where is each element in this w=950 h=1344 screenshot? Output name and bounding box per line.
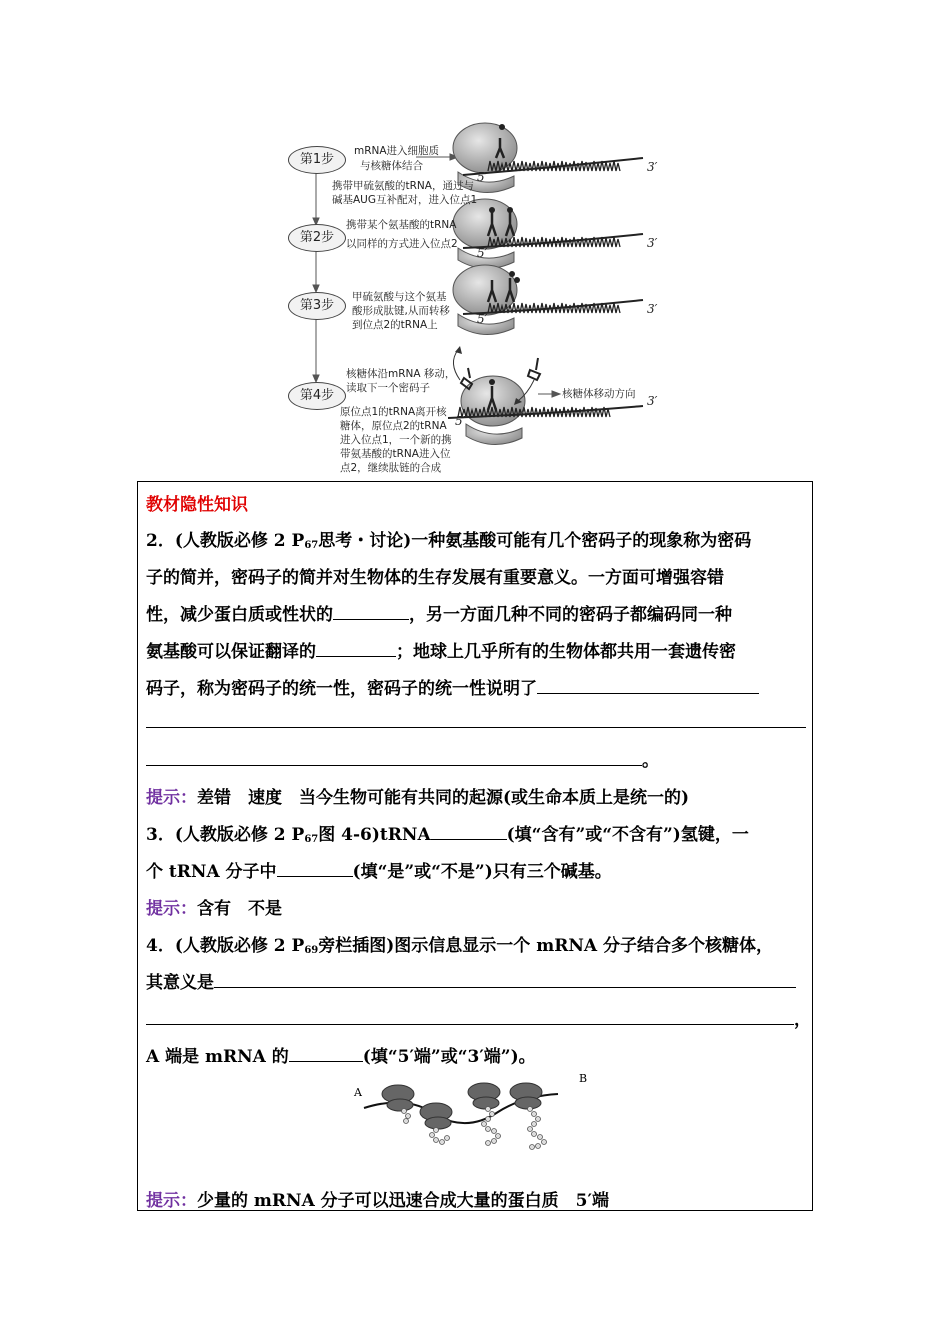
q2-l1-sub: 67 [304, 540, 319, 551]
q2-l7-end: 。 [642, 751, 659, 771]
q2-l1: 2．(人教版必修 2 P [146, 531, 305, 551]
q2-l3b: ，另一方面几种不同的密码子都编码同一种 [409, 605, 732, 625]
hint-4-text: 少量的 mRNA 分子可以迅速合成大量的蛋白质 5′端 [197, 1191, 609, 1211]
end-5-step3: 5′ [477, 312, 488, 326]
flow-arrows [313, 173, 319, 382]
q4-a: 4．(人教版必修 2 P [146, 936, 305, 956]
note-4b: 酸形成肽键,从而转移 [352, 305, 450, 317]
q2-answer-line-6[interactable] [146, 727, 806, 728]
note-6c: 进入位点1，一个新的携 [340, 434, 452, 446]
end-3-step2: 3′ [647, 236, 658, 250]
end-3-step1: 3′ [647, 160, 658, 174]
note-2b: 碱基AUG互补配对，进入位点1 [332, 194, 478, 206]
note-1a: mRNA进入细胞质 [354, 145, 440, 157]
q2-blank-4[interactable] [146, 750, 642, 766]
end-3-step3: 3′ [647, 302, 658, 316]
end-3-step4: 3′ [647, 394, 658, 408]
q4-d-end: ， [794, 1010, 811, 1030]
q2-l1-b: 思考・讨论)一种氨基酸可能有几个密码子的现象称为密码 [318, 531, 752, 551]
note-3a: 携带某个氨基酸的tRNA [346, 219, 457, 231]
note-6e: 点2，继续肽链的合成 [340, 462, 442, 474]
note-6d: 带氨基酸的tRNA进入位 [340, 448, 451, 460]
end-5-step1: 5′ [477, 170, 488, 184]
note-3b: 以同样的方式进入位点2 [346, 238, 458, 250]
translation-diagram [288, 118, 668, 474]
q2-blank-3[interactable] [537, 678, 759, 694]
end-5-step2: 5′ [477, 246, 488, 260]
hint-4 [146, 1186, 609, 1211]
note-5a: 核糖体沿mRNA 移动， [346, 368, 456, 380]
hint-3 [146, 894, 282, 919]
hidden-knowledge-box [137, 481, 813, 1211]
q2-line-2: 子的简并，密码子的简并对生物体的生存发展有重要意义。一方面可增强容错 [146, 568, 724, 588]
hint-3-text: 含有 不是 [197, 899, 282, 919]
q4-c: 其意义是 [146, 973, 214, 993]
hint-2-text: 差错 速度 当今生物可能有共同的起源(或生命本质上是统一的) [197, 788, 690, 808]
step-4-label: 第4步 [288, 382, 346, 410]
note-1b: 与核糖体结合 [360, 160, 423, 172]
q2-line-3 [146, 600, 732, 625]
q3-blank-2[interactable] [277, 861, 353, 877]
q3-line-1 [146, 820, 749, 845]
end-5-step4: 5′ [455, 414, 466, 428]
q2-line-5 [146, 674, 759, 699]
q3-d: 个 tRNA 分子中 [146, 862, 277, 882]
note-6b: 糖体，原位点2的tRNA [340, 420, 447, 432]
q2-l4a: 氨基酸可以保证翻译的 [146, 642, 316, 662]
hint-2-label: 提示： [146, 788, 197, 808]
step-3-label: 第3步 [288, 292, 346, 320]
q2-line-4 [146, 637, 736, 662]
q4-line-1 [146, 931, 773, 956]
q2-line-1 [146, 526, 751, 551]
q2-line-7 [146, 746, 659, 771]
q4-blank-1[interactable] [214, 972, 796, 988]
q4-blank-3[interactable] [289, 1046, 363, 1062]
note-4c: 到位点2的tRNA上 [352, 319, 438, 331]
q4-a-sub: 69 [304, 945, 319, 956]
q2-l5: 码子，称为密码子的统一性，密码子的统一性说明了 [146, 679, 537, 699]
step-2-label: 第2步 [288, 224, 346, 252]
q2-blank-2[interactable] [316, 641, 396, 657]
q3-a: 3．(人教版必修 2 P [146, 825, 305, 845]
polysome-label-b: B [579, 1072, 588, 1085]
q3-b: 图 4-6)tRNA [318, 825, 431, 845]
q4-f: (填“5′端”或“3′端”)。 [362, 1047, 536, 1067]
q3-a-sub: 67 [304, 834, 319, 845]
note-6a: 原位点1的tRNA离开核 [340, 406, 447, 418]
note-4a: 甲硫氨酸与这个氨基 [352, 291, 447, 303]
hint-3-label: 提示： [146, 899, 197, 919]
q3-c: (填“含有”或“不含有”)氢键，一 [506, 825, 749, 845]
polysome-figure [348, 1074, 588, 1154]
q3-e: (填“是”或“不是”)只有三个碱基。 [352, 862, 612, 882]
box-title: 教材隐性知识 [146, 495, 248, 515]
note-move-direction: 核糖体移动方向 [562, 388, 636, 400]
hint-2 [146, 783, 689, 808]
q4-e: A 端是 mRNA 的 [146, 1047, 289, 1067]
hint-4-label: 提示： [146, 1191, 197, 1211]
q4-line-2 [146, 968, 796, 993]
note-2a: 携带甲硫氨酸的tRNA，通过与 [332, 180, 474, 192]
q2-l3a: 性，减少蛋白质或性状的 [146, 605, 333, 625]
step-1-label: 第1步 [288, 146, 346, 174]
polysome-label-a: A [354, 1086, 362, 1099]
q4-b: 旁栏插图)图示信息显示一个 mRNA 分子结合多个核糖体， [318, 936, 773, 956]
q4-line-4 [146, 1042, 536, 1067]
q2-l4b: ；地球上几乎所有的生物体都共用一套遗传密 [396, 642, 736, 662]
q3-line-2 [146, 857, 612, 882]
q4-line-3 [146, 1005, 811, 1030]
q4-blank-2[interactable] [146, 1009, 794, 1025]
q3-blank-1[interactable] [431, 824, 507, 840]
q2-blank-1[interactable] [333, 604, 409, 620]
note-5b: 读取下一个密码子 [346, 382, 430, 394]
